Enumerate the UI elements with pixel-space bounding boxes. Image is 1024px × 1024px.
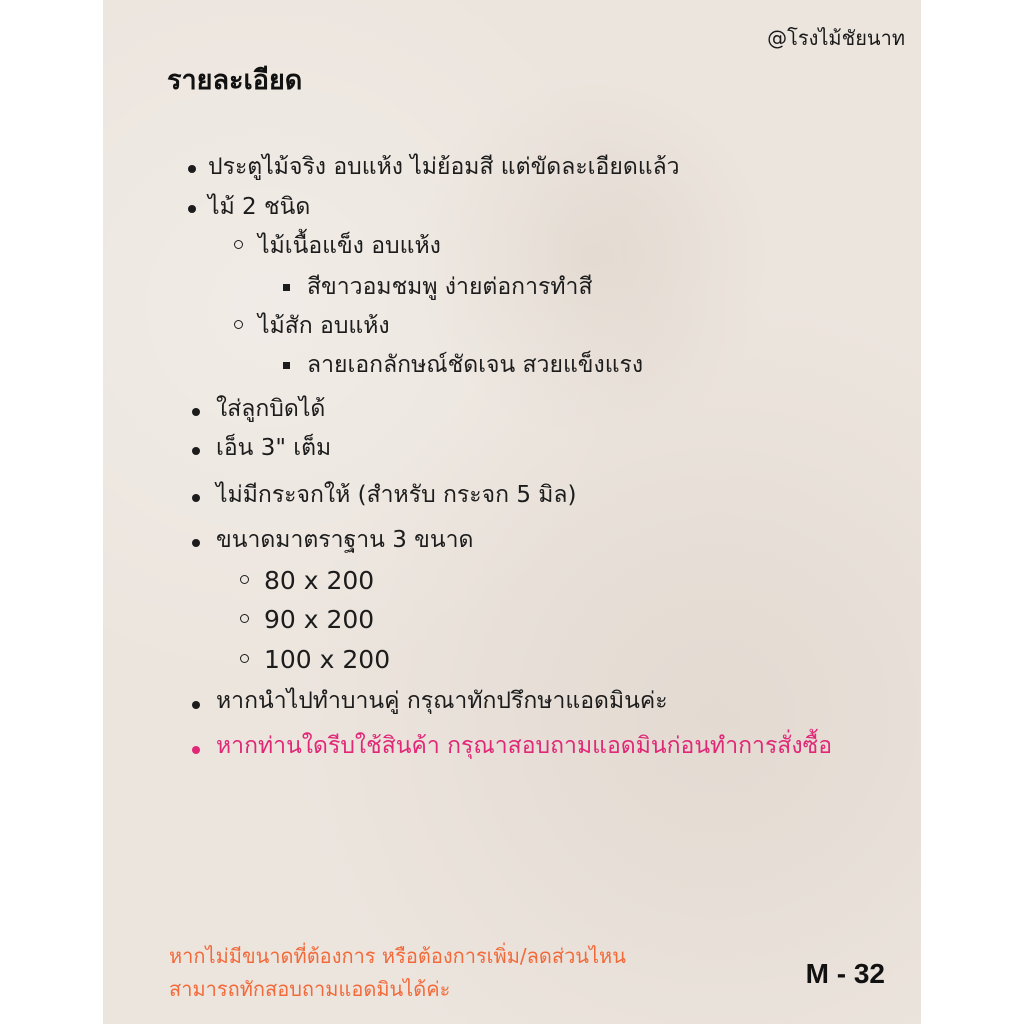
bullet-dot-icon: [192, 494, 200, 502]
detail-item: ไม่มีกระจกให้ (สำหรับ กระจก 5 มิล): [216, 482, 577, 508]
detail-item: ไม้ 2 ชนิด: [208, 194, 311, 220]
size-option: 100 x 200: [264, 645, 391, 674]
detail-item: หากนำไปทำบานคู่ กรุณาทักปรึกษาแอดมินค่ะ: [216, 688, 668, 714]
bullet-circle-icon: [234, 240, 243, 249]
bullet-dot-icon: [192, 408, 200, 416]
size-option: 80 x 200: [264, 566, 375, 595]
detail-subitem: ไม้สัก อบแห้ง: [258, 313, 390, 339]
bullet-circle-icon: [240, 614, 249, 623]
detail-item: ประตูไม้จริง อบแห้ง ไม่ย้อมสี แต่ขัดละเอียดแล้ว: [208, 154, 680, 180]
bullet-dot-icon: [192, 539, 200, 547]
size-option: 90 x 200: [264, 605, 375, 634]
detail-item: ขนาดมาตราฐาน 3 ขนาด: [216, 527, 474, 553]
bullet-circle-icon: [234, 320, 243, 329]
bullet-dot-icon: [192, 746, 200, 754]
detail-subsubitem: สีขาวอมชมพู ง่ายต่อการทำสี: [307, 274, 593, 300]
bullet-dot-icon: [188, 205, 196, 213]
footer-note-line1: หากไม่มีขนาดที่ต้องการ หรือต้องการเพิ่ม/ลดส่วนไหน: [169, 944, 626, 968]
detail-item: เอ็น 3" เต็ม: [216, 435, 332, 461]
bullet-square-icon: [283, 284, 290, 291]
bullet-dot-icon: [192, 701, 200, 709]
bullet-square-icon: [283, 362, 290, 369]
highlight-notice: หากท่านใดรีบใช้สินค้า กรุณาสอบถามแอดมินก่อนทำการสั่งซื้อ: [216, 733, 833, 759]
footer-note-line2: สามารถทักสอบถามแอดมินได้ค่ะ: [169, 977, 451, 1001]
page-title: รายละเอียด: [167, 65, 303, 96]
paper-background: [103, 0, 921, 1024]
bullet-dot-icon: [188, 165, 196, 173]
bullet-dot-icon: [192, 447, 200, 455]
detail-subsubitem: ลายเอกลักษณ์ชัดเจน สวยแข็งแรง: [307, 352, 644, 378]
bullet-circle-icon: [240, 575, 249, 584]
shop-handle: @โรงไม้ชัยนาท: [767, 26, 905, 50]
product-code: M - 32: [805, 958, 885, 989]
detail-subitem: ไม้เนื้อแข็ง อบแห้ง: [258, 233, 441, 259]
bullet-circle-icon: [240, 654, 249, 663]
detail-item: ใส่ลูกบิดได้: [216, 396, 326, 422]
